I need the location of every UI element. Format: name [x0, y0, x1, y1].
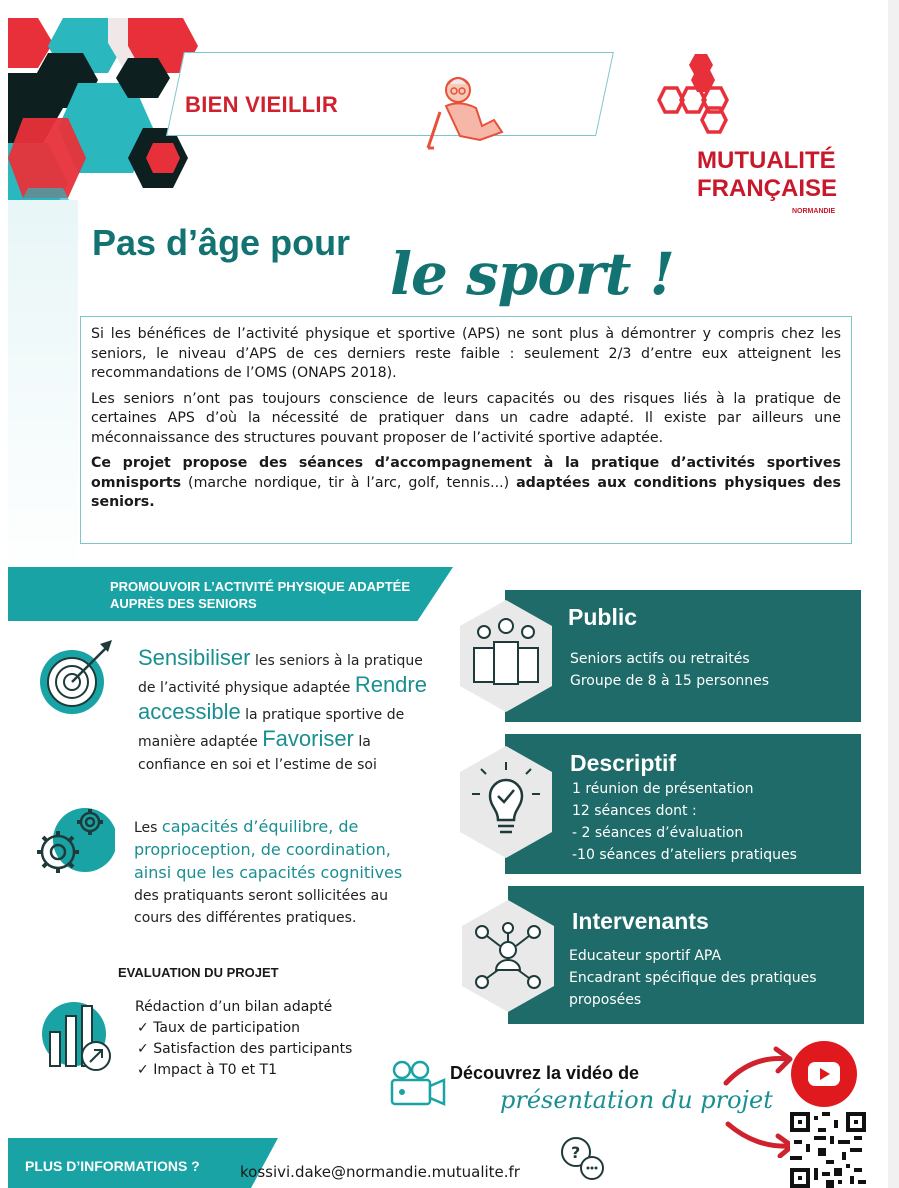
qr-code-image[interactable] — [790, 1112, 866, 1188]
card-line: 1 réunion de présentation — [572, 781, 754, 797]
card-line: Encadrant spécifique des pratiques — [569, 970, 817, 986]
youtube-icon — [790, 1040, 858, 1108]
intro-p3-normal: (marche nordique, tir à l’arc, golf, tennis...) — [181, 474, 517, 491]
bar-chart-icon — [38, 998, 123, 1083]
card-line: - 2 séances d’évaluation — [572, 825, 744, 841]
card-line: Educateur sportif APA — [569, 948, 722, 964]
intro-paragraph-1: Si les bénéfices de l’activité physique et sportive (APS) ne sont plus à démontrer y compris chez les seniors, le niveau d’APS de ces derniers reste faible : seulement 2/3 d’entre eux atteignent les recommandations de l’OMS (ONAPS 2018). — [91, 326, 841, 381]
keyword-sensibiliser: Sensibiliser — [138, 645, 251, 670]
card-descriptif-title: Descriptif — [570, 750, 677, 776]
lightbulb-check-icon — [456, 744, 556, 862]
objectives-paragraph — [138, 646, 428, 777]
video-camera-icon — [388, 1058, 448, 1110]
video-subtitle: présentation du projet — [500, 1086, 773, 1114]
evaluation-item: ✓ Satisfaction des participants — [137, 1041, 353, 1057]
page-title-part2: le sport ! — [390, 240, 675, 308]
capacities-highlight: capacités d’équilibre, de proprioception, de coordination, ainsi que les capacités cognitives — [134, 817, 403, 882]
evaluation-list — [135, 997, 352, 1081]
intro-paragraph-3 — [91, 454, 841, 513]
objective-text-3: la confiance en soi et l’estime de soi — [138, 734, 377, 773]
network-people-icon — [458, 898, 558, 1016]
arrow-to-qr-icon — [724, 1118, 799, 1158]
capacities-lead: Les — [134, 820, 162, 836]
footer-label: PLUS D’INFORMATIONS ? — [25, 1158, 200, 1174]
intro-paragraph-2: Les seniors n’ont pas toujours conscience de leurs capacités ou des risques liés à la pratique de certaines APS d’où la nécessité de pratiquer dans un cadre adapté. Il existe par ailleurs une méconnaissance des structures pouvant proposer de l’activité sportive adaptée. — [91, 390, 841, 446]
card-line: -10 séances d’ateliers pratiques — [572, 847, 797, 863]
card-descriptif-body — [572, 778, 797, 866]
card-line: Seniors actifs ou retraités — [570, 651, 750, 667]
video-title: Découvrez la vidéo de — [450, 1063, 640, 1083]
intro-p3-bold-end: adaptées aux conditions physiques des seniors. — [91, 474, 841, 510]
arrow-to-youtube-icon — [722, 1045, 797, 1090]
intro-p3-bold-start: Ce projet propose des séances d’accompagnement à la pratique d’activités sportives omnisports — [91, 455, 841, 491]
card-line: 12 séances dont : — [572, 803, 697, 819]
keyword-favoriser: Favoriser — [262, 726, 354, 751]
header-label: BIEN VIEILLIR — [185, 92, 339, 117]
chat-question-icon — [558, 1134, 608, 1184]
promo-banner-text — [110, 578, 450, 612]
card-public-body — [570, 648, 769, 692]
svg-text:?: ? — [571, 1143, 581, 1162]
target-icon — [38, 638, 118, 718]
card-intervenants-body — [569, 945, 817, 1011]
evaluation-item: ✓ Taux de participation — [137, 1020, 301, 1036]
gears-icon — [30, 800, 115, 885]
keyword-rendre-accessible: Rendre accessible — [138, 672, 427, 724]
contact-email-link[interactable]: kossivi.dake@normandie.mutualite.fr — [240, 1163, 520, 1181]
card-intervenants-title: Intervenants — [572, 908, 709, 934]
card-public-title: Public — [568, 604, 638, 630]
capacities-paragraph — [134, 816, 412, 929]
promo-line-2: AUPRÈS DES SENIORS — [110, 596, 257, 611]
capacities-rest: des pratiquants seront sollicitées au cours des différentes pratiques. — [134, 888, 389, 926]
logo-text-mutualite: MUTUALITÉ — [697, 147, 836, 174]
evaluation-intro: Rédaction d’un bilan adapté — [135, 999, 333, 1015]
evaluation-item: ✓ Impact à T0 et T1 — [137, 1062, 278, 1078]
logo-text-normandie: NORMANDIE — [792, 208, 836, 215]
objective-text-1: les seniors à la pratique de l’activité physique adaptée — [138, 653, 423, 696]
objective-text-2: la pratique sportive de manière adaptée — [138, 707, 405, 750]
page-edge — [888, 0, 899, 1188]
people-icon — [456, 598, 556, 716]
promo-line-1: PROMOUVOIR L’ACTIVITÉ PHYSIQUE ADAPTÉE — [110, 579, 410, 594]
card-line: proposées — [569, 992, 642, 1008]
page-title-part1: Pas d’âge pour — [92, 222, 351, 263]
card-line: Groupe de 8 à 15 personnes — [570, 673, 770, 689]
intro-textbox — [80, 316, 852, 544]
left-gradient-band — [8, 200, 78, 580]
senior-walking-icon — [420, 70, 515, 150]
evaluation-title: EVALUATION DU PROJET — [118, 965, 279, 980]
logo-text-francaise: FRANÇAISE — [697, 175, 838, 202]
youtube-link[interactable] — [790, 1040, 858, 1108]
